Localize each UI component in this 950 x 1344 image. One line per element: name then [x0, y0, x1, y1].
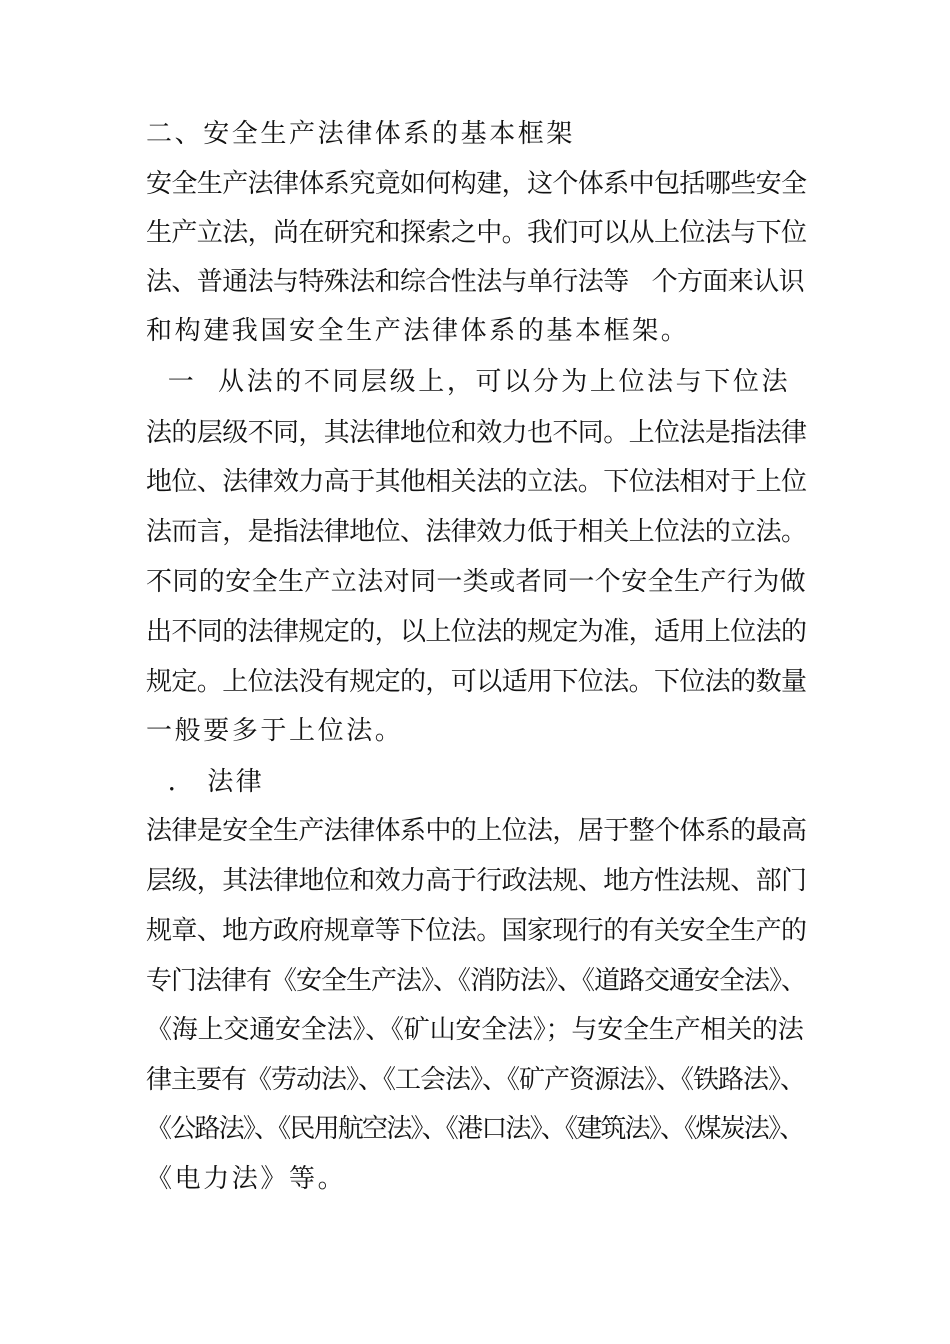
paragraph-line: 专门法律有《安全生产法》、《消防法》、《道路交通安全法》、	[146, 966, 807, 996]
paragraph-line: 地位、法律效力高于其他相关法的立法。下位法相对于上位	[146, 467, 807, 497]
paragraph-line: 法的层级不同，其法律地位和效力也不同。上位法是指法律	[146, 418, 807, 448]
paragraph-line: 规章、地方政府规章等下位法。国家现行的有关安全生产的	[146, 916, 807, 946]
paragraph-line: 规定。上位法没有规定的，可以适用下位法。下位法的数量	[146, 667, 807, 697]
subsection-heading: 一 从法的不同层级上，可以分为上位法与下位法	[146, 367, 791, 397]
paragraph-line: 安全生产法律体系究竟如何构建，这个体系中包括哪些安全	[146, 169, 807, 199]
paragraph-line: 和构建我国安全生产法律体系的基本框架。	[146, 316, 690, 346]
paragraph-line: 法律是安全生产法律体系中的上位法，居于整个体系的最高	[146, 816, 807, 846]
paragraph-line: 一般要多于上位法。	[146, 716, 404, 746]
paragraph-line: 法、普通法与特殊法和综合性法与单行法等 个方面来认识	[146, 267, 804, 297]
paragraph-line: 《海上交通安全法》、《矿山安全法》；与安全生产相关的法	[146, 1015, 804, 1045]
paragraph-line: 生产立法，尚在研究和探索之中。我们可以从上位法与下位	[146, 218, 807, 248]
paragraph-line: 律主要有《劳动法》、《工会法》、《矿产资源法》、《铁路法》、	[146, 1065, 806, 1095]
subsection-heading: ． 法律	[146, 767, 265, 797]
paragraph-line: 不同的安全生产立法对同一类或者同一个安全生产行为做	[146, 567, 807, 597]
paragraph-line: 出不同的法律规定的，以上位法的规定为准，适用上位法的	[146, 617, 807, 647]
paragraph-line: 《电力法》等。	[146, 1164, 347, 1194]
paragraph-line: 《公路法》、《民用航空法》、《港口法》、《建筑法》、《煤炭法》、	[146, 1114, 804, 1144]
section-heading: 二、安全生产法律体系的基本框架	[146, 119, 576, 149]
paragraph-line: 层级，其法律地位和效力高于行政法规、地方性法规、部门	[146, 866, 807, 896]
paragraph-line: 法而言，是指法律地位、法律效力低于相关上位法的立法。	[146, 517, 807, 547]
